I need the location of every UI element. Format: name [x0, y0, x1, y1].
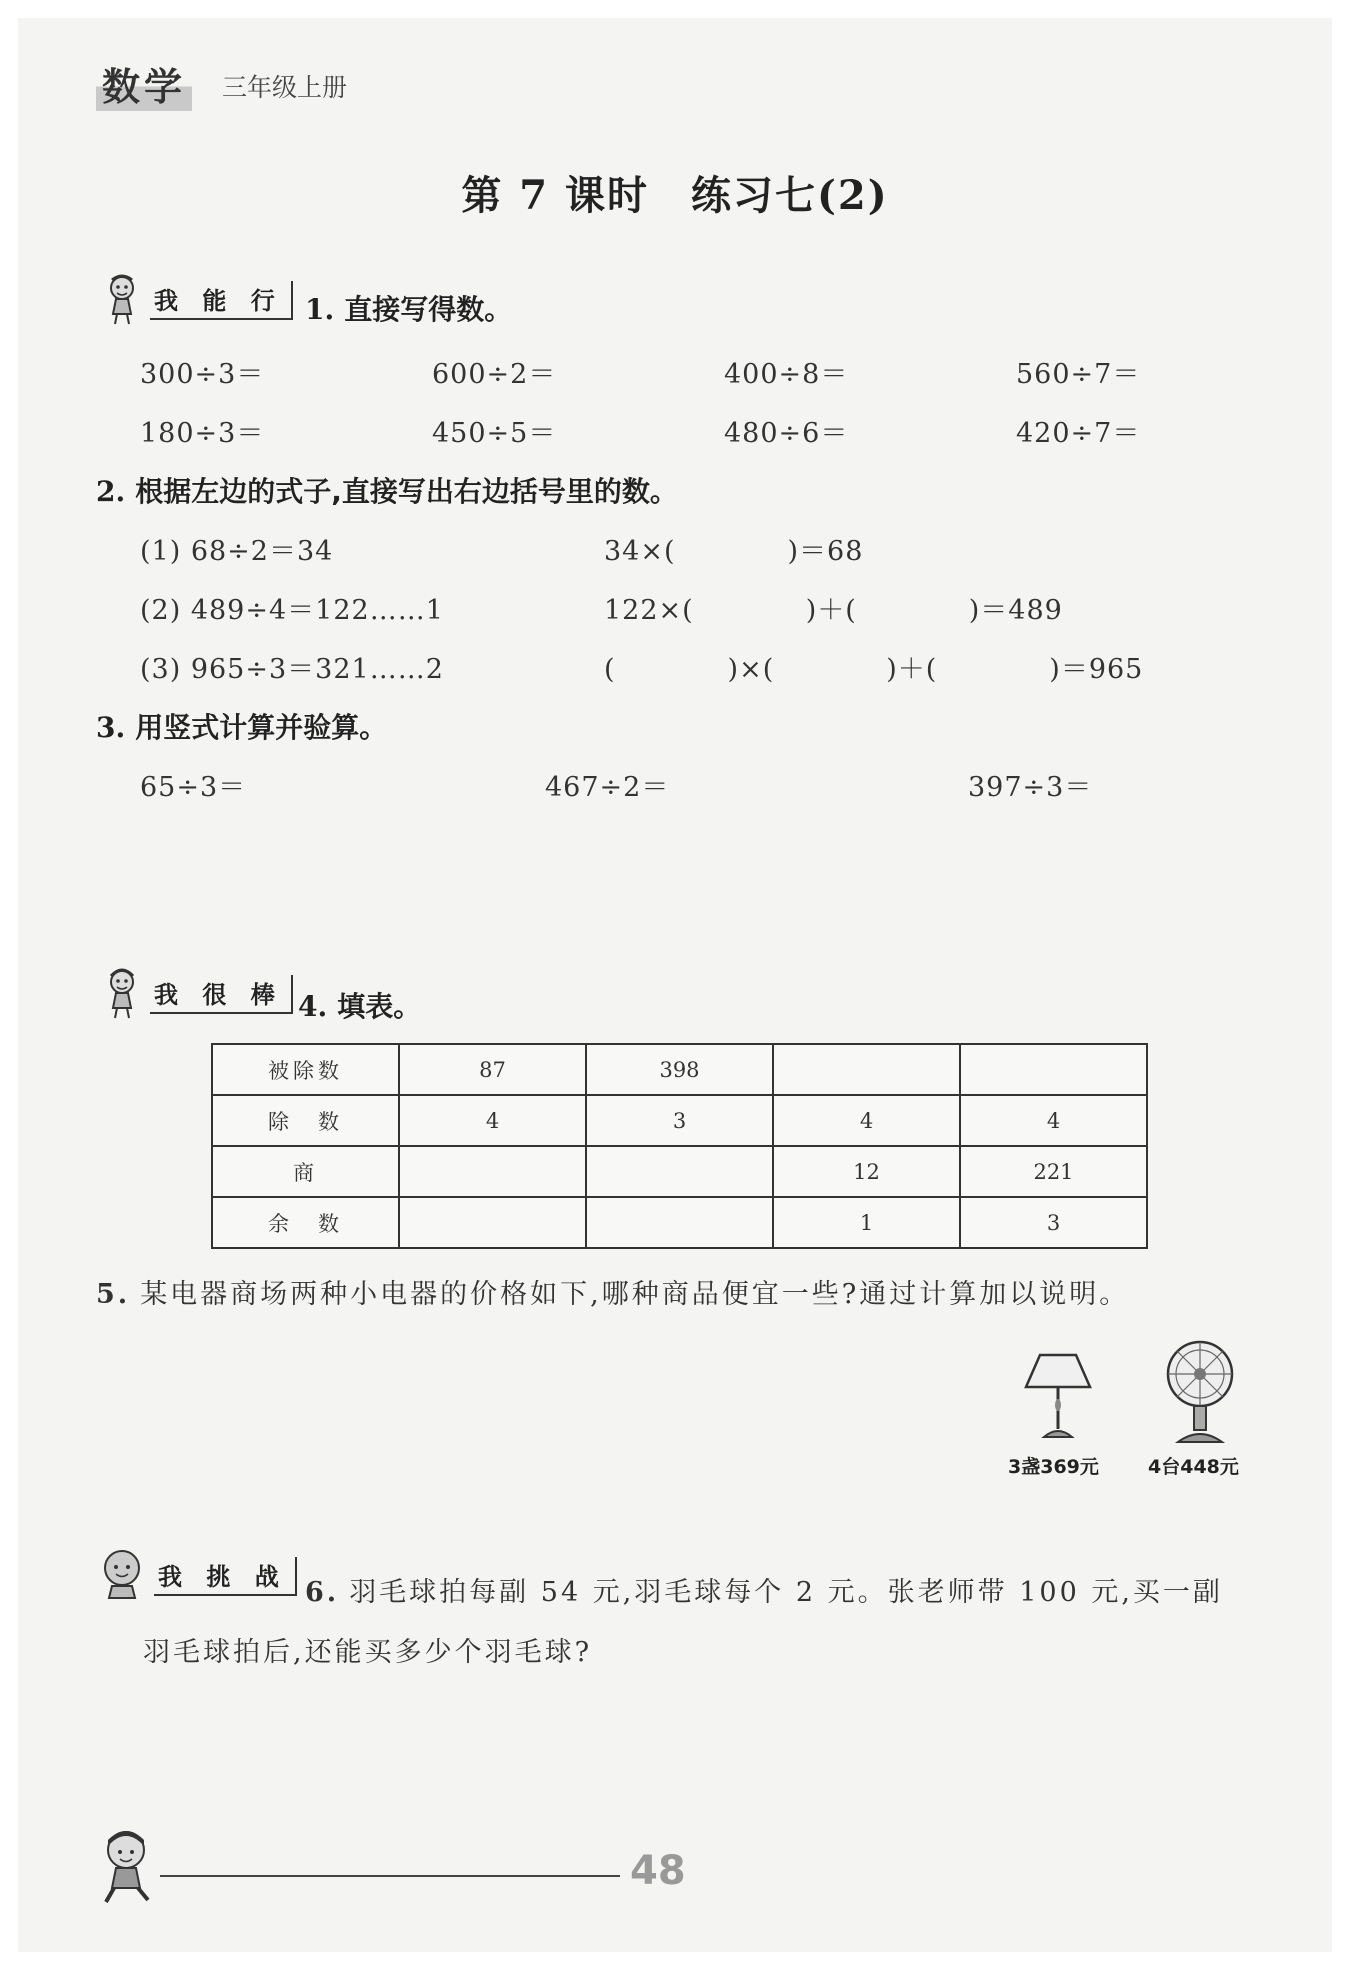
lamp-icon [1018, 1345, 1098, 1445]
q3-expr-3: 397÷3＝ [968, 772, 1093, 803]
question-6-text-1: 羽毛球拍每副 54 元,羽毛球每个 2 元。张老师带 100 元,买一副 [349, 1577, 1223, 1608]
q2-item-2-right: 122×( )＋( )＝489 [604, 595, 1063, 626]
fill-in-table [211, 1043, 1148, 1249]
fan-icon [1160, 1338, 1240, 1446]
q2-item-1-right: 34×( )＝68 [604, 536, 864, 567]
table-cell-blank[interactable] [586, 1146, 773, 1197]
lesson-title: 第 7 课时 练习七(2) [461, 172, 889, 219]
question-6-number: 6. [305, 1577, 340, 1608]
q2-item-3-right: ( )×( )＋( )＝965 [604, 654, 1144, 685]
section-tag-label: 我 能 行 [150, 281, 293, 320]
table-cell: 3 [960, 1197, 1147, 1248]
table-cell: 221 [960, 1146, 1147, 1197]
table-cell: 87 [399, 1044, 586, 1095]
q2-item-1-left: (1) 68÷2＝34 [140, 536, 334, 567]
question-3-number: 3. [96, 711, 126, 744]
question-1-text: 直接写得数。 [344, 293, 513, 326]
question-3-text: 用竖式计算并验算。 [135, 711, 388, 744]
table-cell: 4 [960, 1095, 1147, 1146]
q3-expr-1: 65÷3＝ [140, 772, 247, 803]
q3-expr-2: 467÷2＝ [545, 772, 670, 803]
kids-mascot-icon [98, 1548, 146, 1602]
table-cell-blank[interactable] [399, 1146, 586, 1197]
question-6-line-1 [305, 1570, 1223, 1609]
table-row [212, 1197, 1147, 1248]
section-tag-2 [102, 966, 293, 1020]
question-2-title [96, 470, 678, 510]
expr-1-3: 400÷8＝ [724, 359, 849, 390]
table-cell: 398 [586, 1044, 773, 1095]
table-cell: 3 [586, 1095, 773, 1146]
footer-divider [160, 1875, 620, 1877]
table-cell: 除 数 [212, 1095, 399, 1146]
expr-1-2: 600÷2＝ [432, 359, 557, 390]
expr-1-4: 560÷7＝ [1016, 359, 1141, 390]
table-row [212, 1146, 1147, 1197]
question-2-text: 根据左边的式子,直接写出右边括号里的数。 [135, 475, 678, 508]
section-tag-label: 我 很 棒 [150, 975, 293, 1014]
table-row [212, 1044, 1147, 1095]
question-4-text: 填表。 [337, 990, 422, 1023]
question-1-title [305, 288, 512, 328]
question-5-text: 某电器商场两种小电器的价格如下,哪种商品便宜一些?通过计算加以说明。 [140, 1279, 1130, 1310]
table-cell-blank[interactable] [773, 1044, 960, 1095]
page-number: 48 [630, 1848, 686, 1894]
table-cell: 余 数 [212, 1197, 399, 1248]
expr-2-2: 450÷5＝ [432, 418, 557, 449]
table-cell-blank[interactable] [399, 1197, 586, 1248]
question-2-number: 2. [96, 475, 126, 508]
expr-2-3: 480÷6＝ [724, 418, 849, 449]
boy-mascot-icon [96, 1826, 160, 1906]
table-cell: 4 [399, 1095, 586, 1146]
lamp-price: 3盏369元 [1008, 1456, 1099, 1478]
question-6-line-2: 羽毛球拍后,还能买多少个羽毛球? [143, 1637, 593, 1668]
section-tag-label: 我 挑 战 [154, 1557, 297, 1596]
table-cell-blank[interactable] [960, 1044, 1147, 1095]
table-cell: 商 [212, 1146, 399, 1197]
expr-2-1: 180÷3＝ [140, 418, 265, 449]
section-tag-3 [98, 1548, 297, 1602]
table-cell: 4 [773, 1095, 960, 1146]
girl-mascot-icon [102, 966, 142, 1020]
expr-1-1: 300÷3＝ [140, 359, 265, 390]
table-row [212, 1095, 1147, 1146]
grade-label: 三年级上册 [222, 73, 348, 102]
section-tag-1 [102, 272, 293, 326]
table-cell-blank[interactable] [586, 1197, 773, 1248]
question-4-number: 4. [298, 990, 328, 1023]
question-5 [96, 1272, 1129, 1311]
question-4-title [298, 985, 421, 1025]
question-1-number: 1. [305, 293, 335, 326]
subject-label: 数学 [96, 56, 192, 111]
question-5-number: 5. [96, 1279, 131, 1310]
girl-mascot-icon [102, 272, 142, 326]
question-3-title [96, 706, 387, 746]
expr-2-4: 420÷7＝ [1016, 418, 1141, 449]
q2-item-2-left: (2) 489÷4＝122……1 [140, 595, 444, 626]
table-cell: 1 [773, 1197, 960, 1248]
table-cell: 12 [773, 1146, 960, 1197]
fan-price: 4台448元 [1148, 1456, 1239, 1478]
table-cell: 被除数 [212, 1044, 399, 1095]
q2-item-3-left: (3) 965÷3＝321……2 [140, 654, 444, 685]
